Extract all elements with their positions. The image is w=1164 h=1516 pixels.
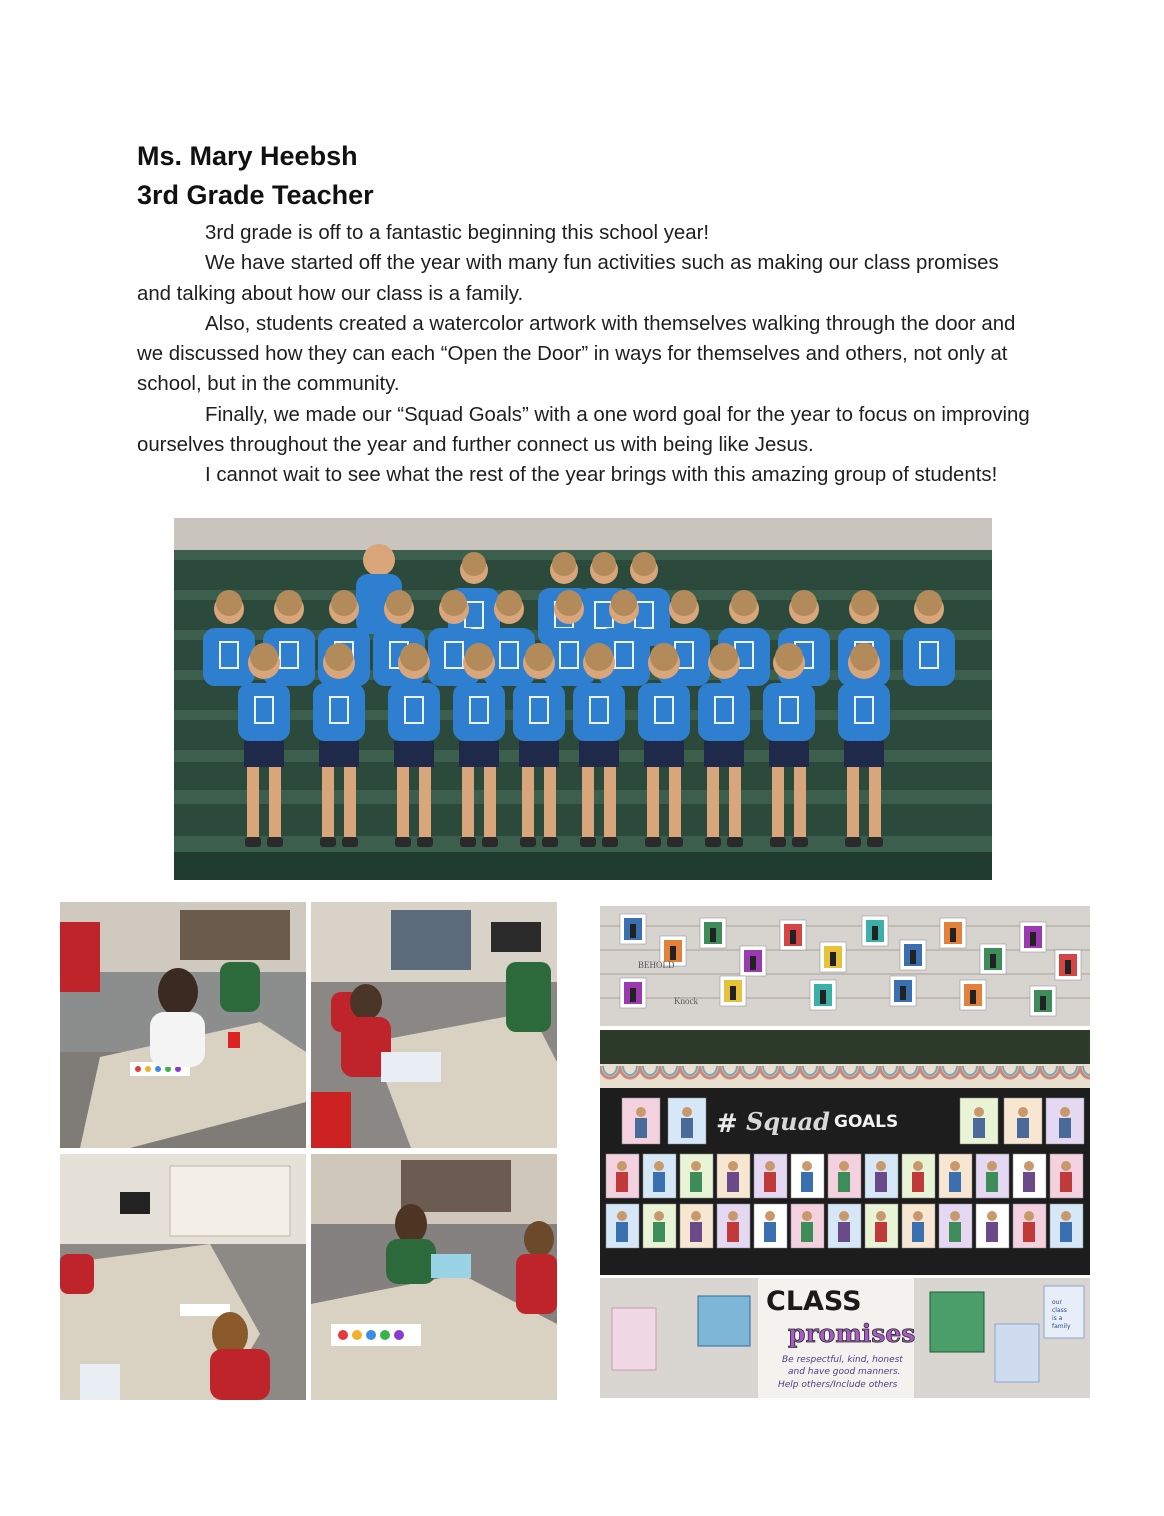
squad-goals-board-photo bbox=[600, 1030, 1090, 1275]
article-body bbox=[137, 218, 1037, 491]
classroom-photo-4 bbox=[311, 1154, 557, 1400]
door-artwork-board-photo bbox=[600, 906, 1090, 1026]
paragraph: Also, students created a watercolor artwork with themselves walking through the door and we discussed how they can each “Open the Door” in ways for themselves and others, not only at school, but in the community. bbox=[137, 312, 1016, 396]
promise-line-1: Be respectful, kind, honest bbox=[782, 1355, 903, 1365]
class-word: CLASS bbox=[766, 1286, 862, 1317]
classroom-photo-3 bbox=[60, 1154, 306, 1400]
teacher-role: 3rd Grade Teacher bbox=[137, 180, 374, 210]
paragraph: 3rd grade is off to a fantastic beginning this school year! bbox=[205, 222, 710, 244]
classroom-photo-1 bbox=[60, 902, 306, 1148]
paragraph: We have started off the year with many fun activities such as making our class promises and talking about how our class is a family. bbox=[137, 252, 999, 305]
classroom-photo-2 bbox=[311, 902, 557, 1148]
class-group-photo bbox=[174, 518, 992, 880]
promise-line-3: Help others/Include others bbox=[778, 1380, 898, 1390]
class-promises-board-photo bbox=[600, 1278, 1090, 1398]
promises-word: promises bbox=[788, 1319, 916, 1348]
svg-text:ourclassis afamily: our class is a family bbox=[1052, 1299, 1071, 1330]
squad-word: Squad bbox=[746, 1107, 830, 1136]
paragraph: I cannot wait to see what the rest of the year brings with this amazing group of students! bbox=[205, 464, 998, 487]
knock-label: Knock bbox=[674, 996, 698, 1006]
paragraph: Finally, we made our “Squad Goals” with a one word goal for the year to focus on improving ourselves throughout the year and further connect us with being like Jesus. bbox=[137, 403, 1030, 457]
behold-label: BEHOLD bbox=[638, 960, 675, 970]
squad-hash: # bbox=[716, 1109, 738, 1139]
goals-word: GOALS bbox=[834, 1112, 899, 1132]
teacher-name: Ms. Mary Heebsh bbox=[137, 141, 358, 171]
promise-line-2: and have good manners. bbox=[788, 1367, 901, 1377]
